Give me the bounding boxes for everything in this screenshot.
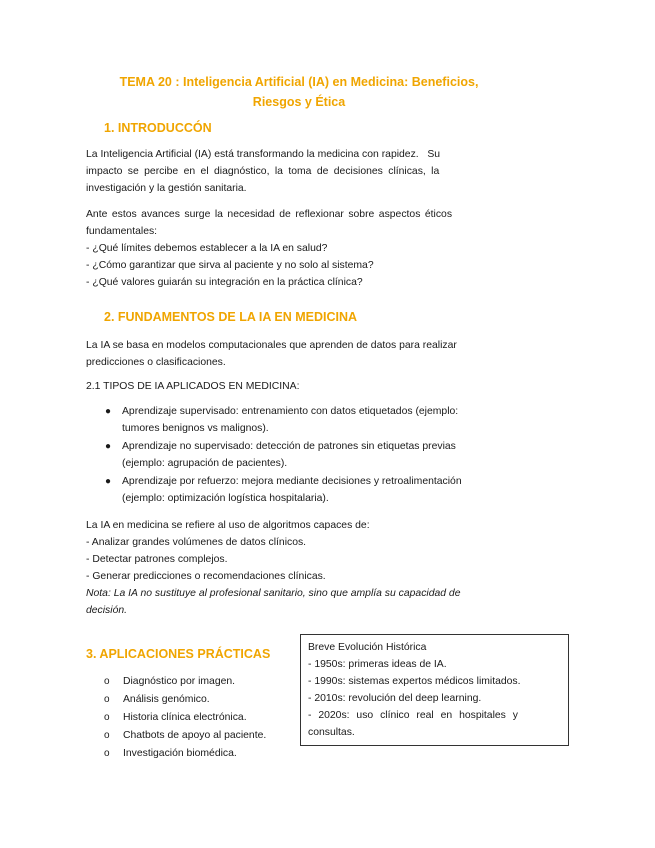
history-item: - 1990s: sistemas expertos médicos limitados. [308, 676, 521, 687]
circle-bullet-icon: o [104, 748, 110, 759]
s2-p1-line-1: La IA se basa en modelos computacionales que aprenden de datos para realizar [86, 340, 457, 351]
application-label: Diagnóstico por imagen. [123, 676, 236, 687]
question-3: - ¿Qué valores guiarán su integración en la práctica clínica? [86, 277, 363, 288]
b2-line-1: Aprendizaje no supervisado: detección de patrones sin etiquetas previas [122, 441, 456, 452]
applications-list [104, 673, 298, 763]
title-line-1: TEMA 20 : Inteligencia Artificial (IA) en Medicina: Beneficios, [119, 75, 479, 89]
section-1-paragraph-2 [86, 206, 514, 291]
b1-line-2: tumores benignos vs malignos). [122, 423, 269, 434]
list-item [104, 727, 298, 744]
s2-p2: La IA en medicina se refiere al uso de algoritmos capaces de: [86, 520, 370, 531]
b3-line-2: (ejemplo: optimización logística hospitalaria). [122, 493, 329, 504]
history-box [300, 634, 569, 746]
history-item-continued: consultas. [308, 727, 355, 738]
section-2-paragraph-2 [86, 517, 516, 619]
section-1-paragraph-1 [86, 146, 514, 197]
list-item [105, 473, 514, 507]
list-item [104, 673, 298, 690]
question-2: - ¿Cómo garantizar que sirva al paciente y no solo al sistema? [86, 260, 374, 271]
section-2-paragraph-1 [86, 337, 514, 371]
b2-line-2: (ejemplo: agrupación de pacientes). [122, 458, 288, 469]
section-1-heading: 1. INTRODUCCÓN [104, 121, 212, 135]
application-label: Chatbots de apoyo al paciente. [123, 730, 267, 741]
list-item [104, 691, 298, 708]
circle-bullet-icon: o [104, 694, 110, 705]
history-item: - 2010s: revolución del deep learning. [308, 693, 482, 704]
s2-p1-line-2: predicciones o clasificaciones. [86, 357, 226, 368]
list-item [105, 403, 514, 437]
list-item [104, 709, 298, 726]
b3-line-1: Aprendizaje por refuerzo: mejora mediante decisiones y retroalimentación [122, 476, 462, 487]
s1-p2-line-2: fundamentales: [86, 226, 158, 237]
circle-bullet-icon: o [104, 730, 110, 741]
question-1: - ¿Qué límites debemos establecer a la IA en salud? [86, 243, 328, 254]
s1-p1-line-3: investigación y la gestión sanitaria. [86, 183, 247, 194]
history-item: - 2020s: uso clínico real en hospitales y [308, 710, 518, 721]
application-label: Investigación biomédica. [123, 748, 237, 759]
bullet-icon: ● [105, 441, 112, 452]
circle-bullet-icon: o [104, 676, 110, 687]
subsection-2-1-heading: 2.1 TIPOS DE IA APLICADOS EN MEDICINA: [86, 381, 300, 392]
capability-2: - Detectar patrones complejos. [86, 554, 228, 565]
list-item [104, 745, 298, 762]
list-item [105, 438, 514, 472]
capability-1: - Analizar grandes volúmenes de datos clínicos. [86, 537, 307, 548]
capability-3: - Generar predicciones o recomendaciones clínicas. [86, 571, 326, 582]
history-item: - 1950s: primeras ideas de IA. [308, 659, 447, 670]
s1-p2-line-1: Ante estos avances surge la necesidad de reflexionar sobre aspectos éticos [86, 209, 453, 220]
document-title [86, 72, 512, 112]
note-line-1: Nota: La IA no sustituye al profesional sanitario, sino que amplía su capacidad de [86, 588, 461, 599]
section-2-heading: 2. FUNDAMENTOS DE LA IA EN MEDICINA [104, 310, 358, 324]
ia-types-list [105, 403, 514, 508]
circle-bullet-icon: o [104, 712, 110, 723]
bullet-icon: ● [105, 406, 112, 417]
s1-p1-line-1: La Inteligencia Artificial (IA) está transformando la medicina con rapidez. Su [86, 149, 441, 160]
application-label: Análisis genómico. [123, 694, 210, 705]
title-line-2: Riesgos y Ética [252, 95, 346, 109]
section-3-heading: 3. APLICACIONES PRÁCTICAS [86, 647, 271, 661]
b1-line-1: Aprendizaje supervisado: entrenamiento con datos etiquetados (ejemplo: [122, 406, 459, 417]
application-label: Historia clínica electrónica. [123, 712, 247, 723]
s1-p1-line-2: impacto se percibe en el diagnóstico, la toma de decisiones clínicas, la [86, 166, 440, 177]
history-box-title: Breve Evolución Histórica [308, 642, 427, 653]
note-line-2: decisión. [86, 605, 128, 616]
bullet-icon: ● [105, 476, 112, 487]
